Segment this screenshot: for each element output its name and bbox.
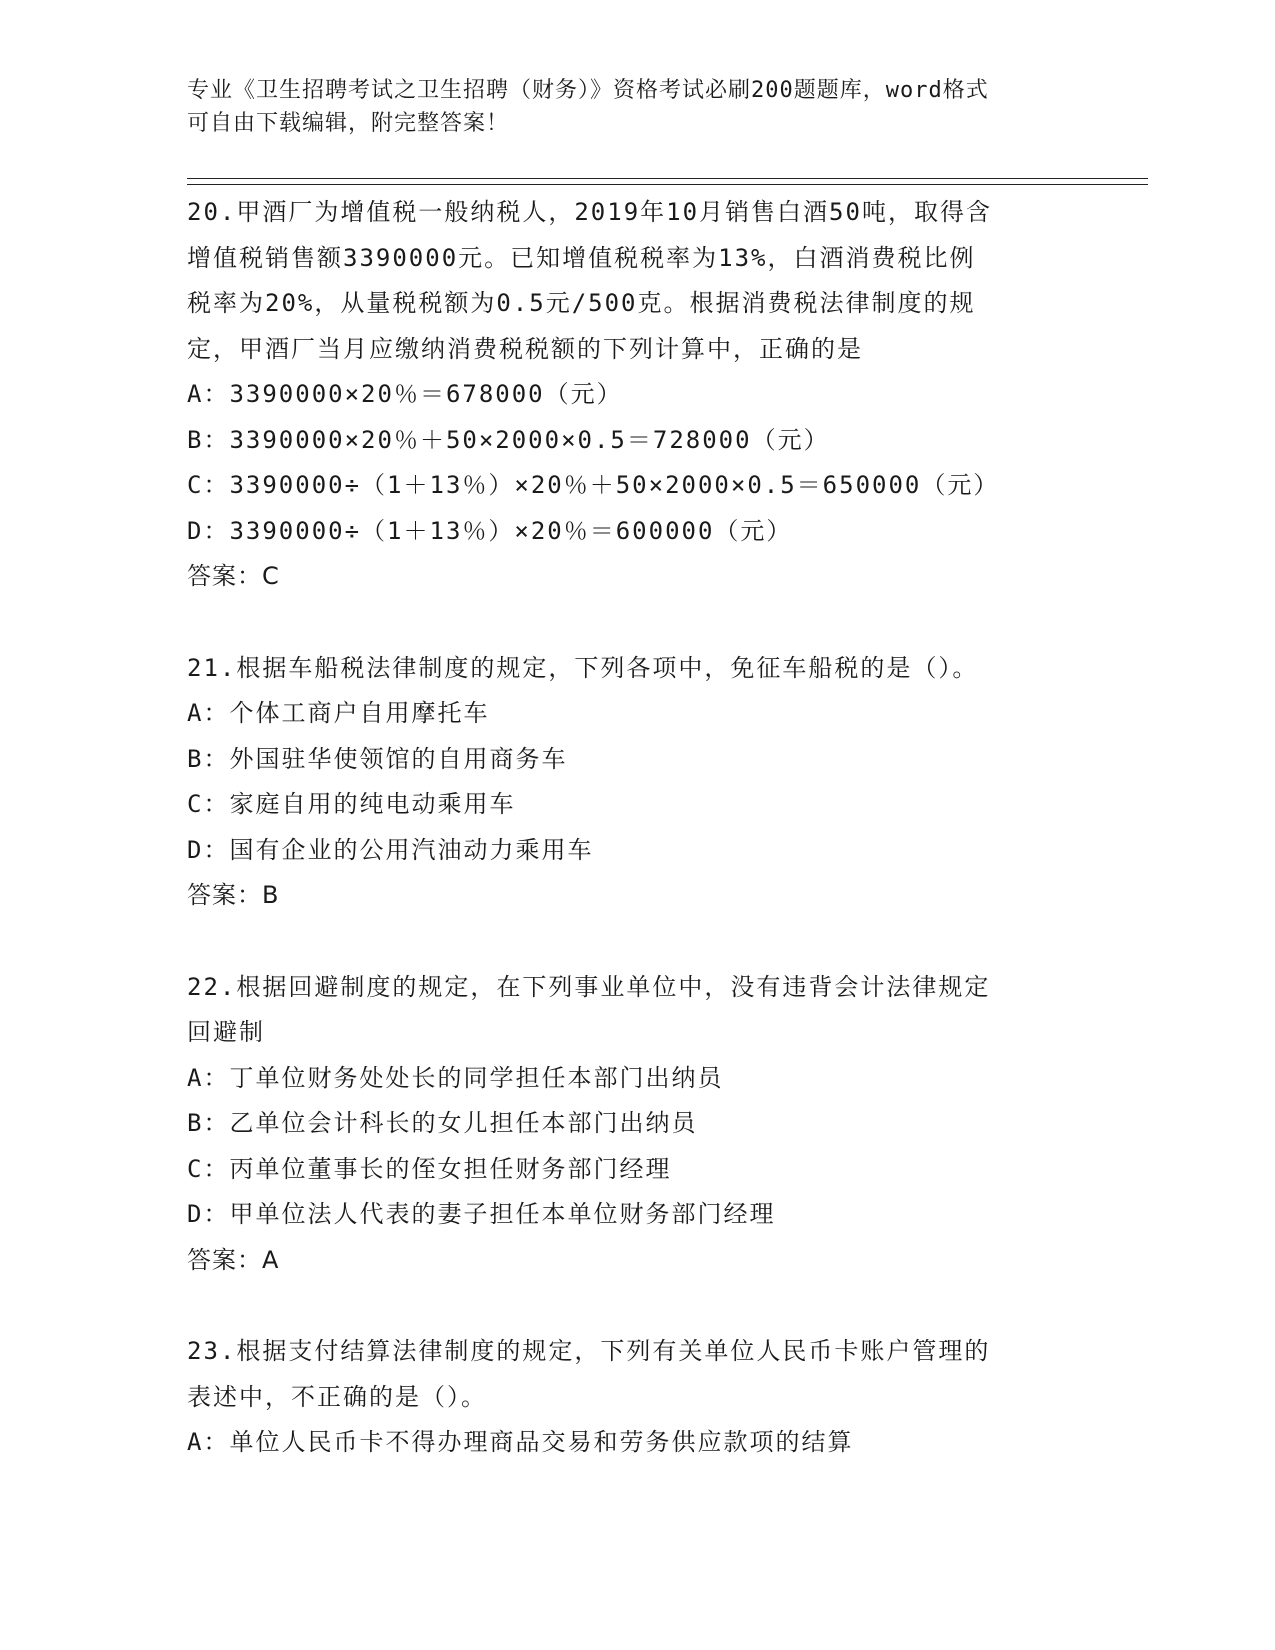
document-header: [187, 74, 1067, 140]
question-23: [187, 1329, 1087, 1466]
answer: 答案：C: [187, 562, 280, 590]
question-line: 增值税销售额3390000元。已知增值税税率为13%，白酒消费税比例: [187, 243, 976, 272]
answer: 答案：A: [187, 1245, 280, 1274]
option-a: A：单位人民币卡不得办理商品交易和劳务供应款项的结算: [187, 1428, 854, 1456]
option-c: C：家庭自用的纯电动乘用车: [187, 790, 516, 818]
question-list: [187, 190, 1087, 1512]
option-b: B：外国驻华使领馆的自用商务车: [187, 744, 568, 773]
option-a: A：3390000×20％＝678000（元）: [187, 380, 623, 408]
question-text: [187, 646, 1087, 692]
question-text: [187, 965, 1087, 1056]
header-rule-bottom: [187, 184, 1148, 185]
question-line: 22.根据回避制度的规定，在下列事业单位中，没有违背会计法律规定: [187, 972, 991, 1001]
question-text: [187, 1329, 1087, 1420]
question-21: [187, 646, 1087, 919]
option-d: D：甲单位法人代表的妻子担任本单位财务部门经理: [187, 1200, 776, 1228]
question-line: 20.甲酒厂为增值税一般纳税人，2019年10月销售白酒50吨，取得含: [187, 198, 992, 226]
option-d: D：国有企业的公用汽油动力乘用车: [187, 835, 594, 864]
option-a: A：丁单位财务处处长的同学担任本部门出纳员: [187, 1063, 724, 1092]
question-22: [187, 965, 1087, 1284]
option-b: B：乙单位会计科长的女儿担任本部门出纳员: [187, 1109, 698, 1137]
option-d: D：3390000÷（1＋13％）×20％＝600000（元）: [187, 516, 793, 545]
question-text: [187, 190, 1087, 372]
header-rule-top: [187, 178, 1148, 179]
question-line: 回避制: [187, 1018, 265, 1046]
option-a: A：个体工商户自用摩托车: [187, 699, 490, 727]
header-line-2: 可自由下载编辑，附完整答案！: [187, 111, 510, 136]
question-20: [187, 190, 1087, 600]
option-c: C：丙单位董事长的侄女担任财务部门经理: [187, 1154, 672, 1183]
question-line: 定，甲酒厂当月应缴纳消费税税额的下列计算中，正确的是: [187, 334, 863, 363]
question-line: 税率为20%，从量税税额为0.5元/500克。根据消费税法律制度的规: [187, 289, 976, 317]
question-line: 表述中，不正确的是（）。: [187, 1382, 487, 1411]
option-b: B：3390000×20％＋50×2000×0.5＝728000（元）: [187, 425, 830, 454]
question-line: 21.根据车船税法律制度的规定，下列各项中，免征车船税的是（）。: [187, 653, 979, 682]
header-line-1: 专业《卫生招聘考试之卫生招聘（财务）》资格考试必刷200题题库，word格式: [187, 78, 989, 103]
answer: 答案：B: [187, 881, 280, 909]
option-c: C：3390000÷（1＋13％）×20％＋50×2000×0.5＝650000（元）: [187, 471, 1000, 499]
question-line: 23.根据支付结算法律制度的规定，下列有关单位人民币卡账户管理的: [187, 1337, 991, 1365]
